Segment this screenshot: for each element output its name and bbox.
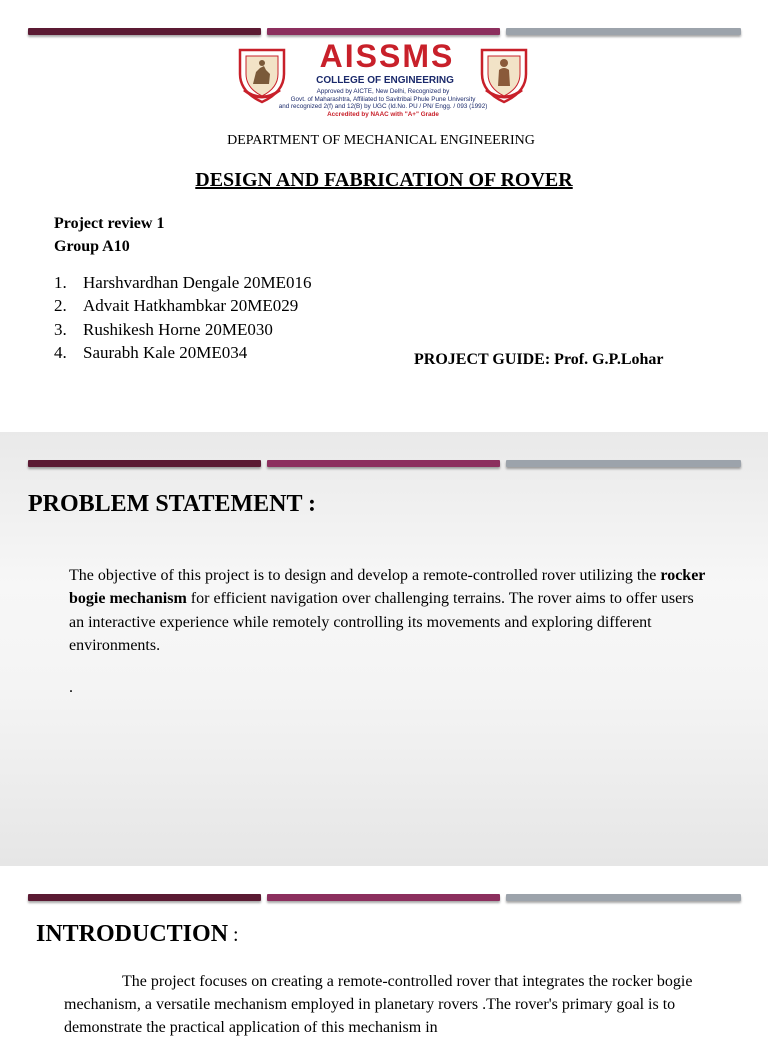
heading-colon: : bbox=[228, 924, 239, 946]
text-run: The objective of this project is to design and develop a remote-controlled rover utilizing the bbox=[69, 567, 661, 584]
department-name: DEPARTMENT OF MECHANICAL ENGINEERING bbox=[227, 133, 535, 148]
member-name: Saurabh Kale 20ME034 bbox=[83, 342, 248, 362]
header-bar-grey bbox=[506, 460, 741, 467]
college-accreditation-line: Accredited by NAAC with "A+" Grade bbox=[327, 111, 439, 118]
header-bar-dark bbox=[28, 28, 261, 35]
slide-title bbox=[0, 0, 768, 432]
member-list bbox=[54, 271, 312, 364]
group-label: Group A10 bbox=[54, 238, 130, 255]
college-affiliation-line: Govt. of Maharashtra, Affiliated to Savitribai Phule Pune University bbox=[290, 95, 476, 103]
list-number: 1. bbox=[54, 273, 67, 292]
project-guide: PROJECT GUIDE: Prof. G.P.Lohar bbox=[414, 351, 664, 368]
list-number: 2. bbox=[54, 296, 67, 316]
introduction-text: The project focuses on creating a remote-controlled rover that integrates the rocker bogie mechanism, a versatile mechanism employed in planetary rovers .The rover's primary goal is to demonstrate the practical application of this mechanism in bbox=[64, 973, 693, 1036]
list-item bbox=[54, 271, 312, 294]
college-subtitle: COLLEGE OF ENGINEERING bbox=[316, 75, 454, 86]
project-title: DESIGN AND FABRICATION OF ROVER bbox=[195, 169, 573, 191]
highlight-term: rocker bogie mechanism bbox=[69, 567, 706, 608]
list-number: 3. bbox=[54, 319, 67, 339]
list-item bbox=[54, 341, 312, 364]
problem-statement-heading: PROBLEM STATEMENT : bbox=[28, 491, 317, 517]
header-bar-dark bbox=[28, 460, 261, 467]
header-bars bbox=[28, 28, 741, 36]
header-bar-magenta bbox=[267, 460, 500, 467]
review-label: Project review 1 bbox=[54, 215, 165, 232]
problem-statement-text bbox=[69, 564, 709, 657]
header-bar-magenta bbox=[267, 894, 500, 901]
list-item bbox=[54, 294, 312, 317]
introduction-heading bbox=[36, 921, 239, 948]
heading-text: INTRODUCTION bbox=[36, 921, 229, 947]
member-name: Advait Hatkhambkar 20ME029 bbox=[83, 296, 299, 316]
header-bars bbox=[28, 460, 741, 468]
trailing-period: . bbox=[69, 679, 73, 696]
member-name: Harshvardhan Dengale 20ME016 bbox=[83, 273, 312, 292]
text-run: for efficient navigation over challenging terrains. The rover aims to offer users an interactive experience while remotely controlling its movements and exploring different environments. bbox=[69, 590, 694, 654]
college-name-logo: AISSMS bbox=[319, 38, 455, 74]
header-bar-magenta bbox=[267, 28, 500, 35]
header-bar-grey bbox=[506, 894, 741, 901]
header-bar-grey bbox=[506, 28, 741, 35]
member-name: Rushikesh Horne 20ME030 bbox=[83, 319, 273, 339]
college-approval-line: Approved by AICTE, New Delhi, Recognized by bbox=[316, 88, 450, 95]
header-bars bbox=[28, 894, 741, 902]
list-number: 4. bbox=[54, 342, 67, 362]
college-recognition-line: and recognized 2(f) and 12(B) by UGC (Id.No. PU / PN/ Engg. / 093 (1992) bbox=[278, 103, 488, 110]
list-item bbox=[54, 318, 312, 341]
header-bar-dark bbox=[28, 894, 261, 901]
